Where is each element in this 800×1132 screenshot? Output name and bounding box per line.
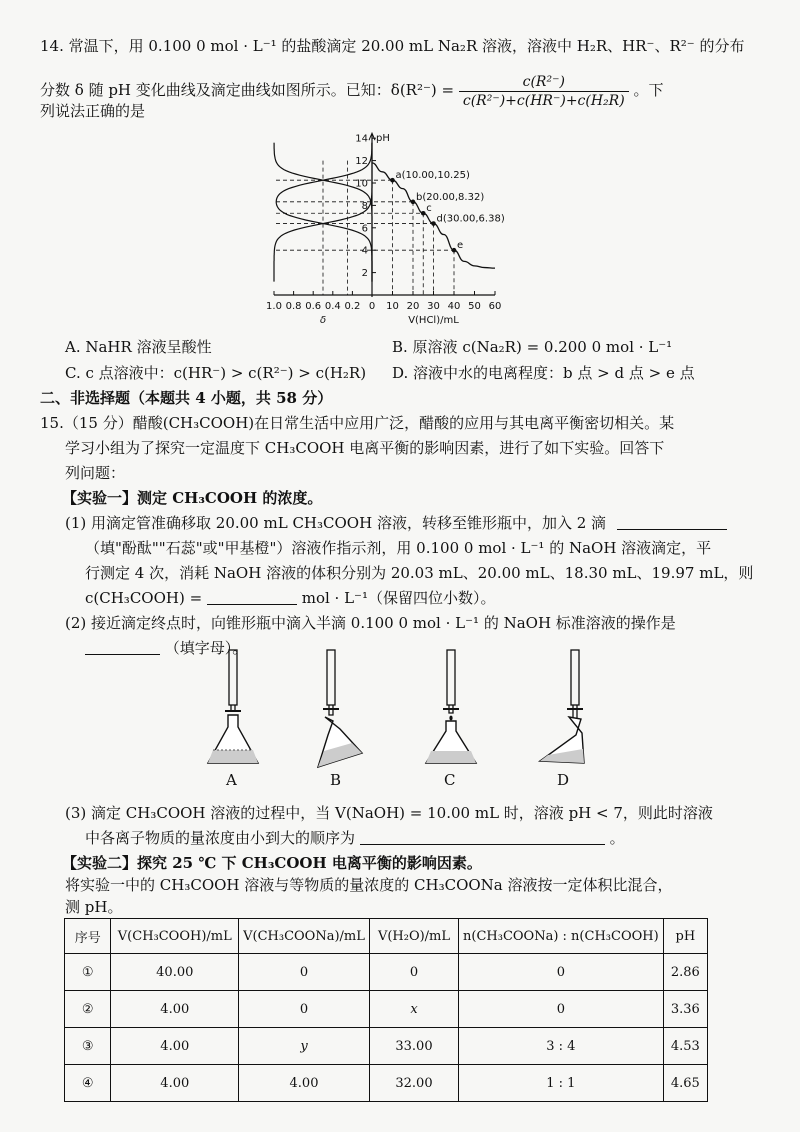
curves bbox=[274, 143, 495, 282]
volume-axis-label: V(HCl)/mL bbox=[408, 315, 459, 326]
ion-order-answer-blank[interactable] bbox=[360, 828, 605, 845]
y-tick-label: 14 bbox=[355, 133, 368, 145]
volume-tick-label: 10 bbox=[386, 301, 399, 312]
label-c: C bbox=[444, 771, 456, 789]
header-v-water: V(H₂O)/mL bbox=[369, 919, 458, 954]
part2-line2-text: （填字母）。 bbox=[164, 639, 248, 657]
header-v-salt: V(CH₃COONa)/mL bbox=[239, 919, 370, 954]
point-label: e bbox=[457, 240, 464, 252]
apparatus-c bbox=[426, 650, 476, 789]
y-tick-label: 8 bbox=[361, 200, 368, 212]
header-v-acid: V(CH₃COOH)/mL bbox=[111, 919, 239, 954]
table-cell: 3 : 4 bbox=[459, 1028, 664, 1065]
volume-tick-label: 30 bbox=[427, 301, 440, 312]
label-b: B bbox=[330, 771, 342, 789]
operation-answer-blank[interactable] bbox=[85, 638, 160, 655]
fraction-denominator: c(R²⁻)+c(HR⁻)+c(H₂R) bbox=[462, 92, 625, 109]
table-cell: 4.65 bbox=[663, 1065, 707, 1102]
header-index: 序号 bbox=[65, 919, 111, 954]
table-cell: 0 bbox=[459, 991, 664, 1028]
concentration-answer-blank[interactable] bbox=[207, 588, 297, 605]
delta-tick-label: 0 bbox=[368, 301, 376, 312]
table-cell: ④ bbox=[65, 1065, 111, 1102]
table-cell: 2.86 bbox=[663, 954, 707, 991]
y-tick-label: 12 bbox=[355, 156, 368, 168]
titration-apparatus bbox=[200, 645, 600, 795]
table-cell: 0 bbox=[369, 954, 458, 991]
experiment2-line2: 将实验一中的 CH₃COOH 溶液与等物质的量浓度的 CH₃COONa 溶液按一定体积比混合， bbox=[65, 876, 673, 894]
label-d: D bbox=[557, 771, 570, 789]
part3-line1: (3) 滴定 CH₃COOH 溶液的过程中，当 V(NaOH) = 10.00 mL 时，溶液 pH < 7，则此时溶液 bbox=[65, 804, 713, 822]
q15-line3: 列问题： bbox=[65, 464, 126, 482]
y-tick-label: 10 bbox=[355, 178, 368, 190]
table-cell: 40.00 bbox=[111, 954, 239, 991]
table-cell: 1 : 1 bbox=[459, 1065, 664, 1102]
label-a: A bbox=[226, 771, 237, 789]
delta-fraction bbox=[459, 73, 629, 110]
option-d: D. 溶液中水的电离程度：b 点 > d 点 > e 点 bbox=[392, 364, 695, 382]
distribution-titration-chart bbox=[250, 120, 520, 335]
option-c: C. c 点溶液中：c(HR⁻) > c(R²⁻) > c(H₂R) bbox=[65, 364, 367, 382]
table-row bbox=[65, 1028, 708, 1065]
titration-point bbox=[452, 248, 457, 253]
table-cell: 4.00 bbox=[111, 991, 239, 1028]
delta-tick-label: 0.2 bbox=[344, 301, 361, 312]
delta-tick-label: 0.6 bbox=[305, 301, 322, 312]
table-cell: 32.00 bbox=[369, 1065, 458, 1102]
experiment2-line3: 测 pH。 bbox=[65, 898, 123, 916]
table-cell: ① bbox=[65, 954, 111, 991]
option-a: A. NaHR 溶液呈酸性 bbox=[65, 338, 212, 356]
q15-line1: 15.（15 分）醋酸(CH₃COOH)在日常生活中应用广泛，醋酸的应用与其电离平衡密切相关。某 bbox=[40, 414, 675, 432]
table-cell: 3.36 bbox=[663, 991, 707, 1028]
part1-line1 bbox=[65, 512, 727, 534]
table-row bbox=[65, 954, 708, 991]
section-heading: 二、非选择题（本题共 4 小题，共 58 分） bbox=[40, 389, 333, 407]
table-cell: 4.00 bbox=[239, 1065, 370, 1102]
delta-tick-label: 0.8 bbox=[285, 301, 302, 312]
table-cell: x bbox=[369, 991, 458, 1028]
part3-line2-b: 。 bbox=[609, 829, 625, 847]
point-label: a(10.00,10.25) bbox=[395, 170, 470, 182]
header-ratio: n(CH₃COONa) : n(CH₃COOH) bbox=[459, 919, 664, 954]
experiment1-heading: 【实验一】测定 CH₃COOH 的浓度。 bbox=[62, 489, 323, 507]
part1-line1-text: (1) 用滴定管准确移取 20.00 mL CH₃COOH 溶液，转移至锥形瓶中，加入 2 滴 bbox=[65, 514, 607, 532]
q14-line2-suffix: 。下 bbox=[633, 81, 664, 99]
volume-tick-label: 60 bbox=[488, 301, 502, 312]
part1-line4 bbox=[85, 587, 495, 609]
y-tick-label: 6 bbox=[361, 223, 368, 235]
table-cell: 0 bbox=[239, 954, 370, 991]
volume-tick-label: 20 bbox=[406, 301, 420, 312]
header-ph: pH bbox=[663, 919, 707, 954]
volume-tick-label: 40 bbox=[447, 301, 461, 312]
table-cell: ③ bbox=[65, 1028, 111, 1065]
part1-line3: 行测定 4 次，消耗 NaOH 溶液的体积分别为 20.03 mL、20.00 mL、18.30 mL、19.97 mL，则 bbox=[85, 564, 754, 582]
table-cell: 0 bbox=[459, 954, 664, 991]
point-label: b(20.00,8.32) bbox=[416, 191, 485, 203]
q15-line2: 学习小组为了探究一定温度下 CH₃COOH 电离平衡的影响因素，进行了如下实验。回答下 bbox=[65, 439, 665, 457]
table-cell: 0 bbox=[239, 991, 370, 1028]
titration-point bbox=[411, 200, 416, 205]
apparatus-d bbox=[540, 650, 584, 789]
part2-line1: (2) 接近滴定终点时，向锥形瓶中滴入半滴 0.100 0 mol · L⁻¹ 的 NaOH 标准溶液的操作是 bbox=[65, 614, 676, 632]
titration-point bbox=[390, 178, 395, 183]
delta-tick-label: 0.4 bbox=[324, 301, 341, 312]
table-cell: 4.00 bbox=[111, 1065, 239, 1102]
delta-tick-label: 1.0 bbox=[266, 301, 282, 312]
titration-point bbox=[421, 211, 426, 216]
y-axis-label: pH bbox=[376, 133, 390, 145]
indicator-answer-blank[interactable] bbox=[617, 513, 727, 530]
point-label: d(30.00,6.38) bbox=[436, 213, 505, 225]
table-row bbox=[65, 1065, 708, 1102]
apparatus-b bbox=[318, 650, 362, 789]
fraction-numerator: c(R²⁻) bbox=[459, 73, 629, 92]
table-cell: ② bbox=[65, 991, 111, 1028]
table-cell: 4.53 bbox=[663, 1028, 707, 1065]
chart-labels bbox=[266, 133, 505, 326]
part3-line2 bbox=[85, 827, 625, 849]
volume-tick-label: 50 bbox=[468, 301, 481, 312]
point-label: c bbox=[426, 203, 432, 215]
y-tick-label: 4 bbox=[361, 245, 368, 257]
q14-line3: 列说法正确的是 bbox=[40, 102, 146, 120]
part1-line2: （填"酚酞""石蕊"或"甲基橙"）溶液作指示剂，用 0.100 0 mol · L⁻¹ 的 NaOH 溶液滴定，平 bbox=[85, 539, 712, 557]
experiment-table bbox=[64, 918, 708, 1102]
titration-point bbox=[431, 221, 436, 226]
part1-line4-a: c(CH₃COOH) = bbox=[85, 589, 203, 607]
part3-line2-a: 中各离子物质的量浓度由小到大的顺序为 bbox=[85, 829, 356, 847]
apparatus-a bbox=[208, 650, 258, 789]
table-cell: y bbox=[239, 1028, 370, 1065]
q14-line1: 14. 常温下，用 0.100 0 mol · L⁻¹ 的盐酸滴定 20.00 mL Na₂R 溶液，溶液中 H₂R、HR⁻、R²⁻ 的分布 bbox=[40, 37, 745, 55]
option-b: B. 原溶液 c(Na₂R) = 0.200 0 mol · L⁻¹ bbox=[392, 338, 673, 356]
table-row bbox=[65, 991, 708, 1028]
part1-line4-b: mol · L⁻¹（保留四位小数）。 bbox=[301, 589, 496, 607]
delta-axis-label: δ bbox=[319, 315, 327, 326]
table-cell: 33.00 bbox=[369, 1028, 458, 1065]
experiment2-heading: 【实验二】探究 25 ℃ 下 CH₃COOH 电离平衡的影响因素。 bbox=[62, 854, 482, 872]
q14-line2-prefix: 分数 δ 随 pH 变化曲线及滴定曲线如图所示。已知：δ(R²⁻) = bbox=[40, 81, 455, 99]
table-header-row bbox=[65, 919, 708, 954]
table-cell: 4.00 bbox=[111, 1028, 239, 1065]
y-tick-label: 2 bbox=[361, 268, 368, 280]
